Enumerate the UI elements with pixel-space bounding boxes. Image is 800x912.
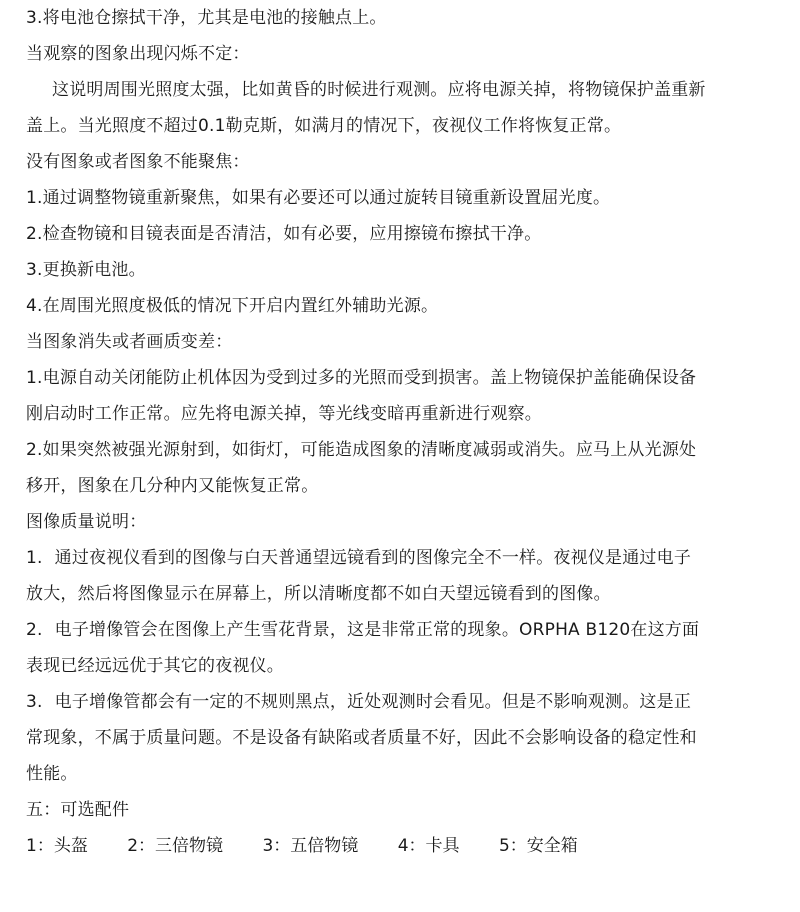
item-text: 电子增像管都会有一定的不规则黑点，近处观测时会看见。但是不影响观测。这是正 bbox=[54, 692, 692, 712]
numbered-line bbox=[26, 612, 792, 648]
options-list bbox=[26, 828, 792, 864]
section-heading-image-loss: 当图象消失或者画质变差： bbox=[26, 332, 233, 352]
item-text: 电子增像管会在图像上产生雪花背景，这是非常正常的现象。ORPHA B120在这方面 bbox=[54, 620, 700, 640]
text-line: 表现已经远远优于其它的夜视仪。 bbox=[26, 656, 284, 676]
text-line: 放大，然后将图像显示在屏幕上，所以清晰度都不如白天望远镜看到的图像。 bbox=[26, 584, 611, 604]
text-line: 1.电源自动关闭能防止机体因为受到过多的光照而受到损害。盖上物镜保护盖能确保设备 bbox=[26, 368, 697, 388]
option-5x-objective: 3：五倍物镜 bbox=[262, 836, 359, 856]
option-helmet: 1：头盔 bbox=[26, 836, 88, 856]
text-line: 刚启动时工作正常。应先将电源关掉，等光线变暗再重新进行观察。 bbox=[26, 404, 542, 424]
item-number: 3. bbox=[26, 692, 43, 712]
text-line: 性能。 bbox=[26, 764, 78, 784]
section-heading-flicker: 当观察的图象出现闪烁不定： bbox=[26, 44, 250, 64]
text-line: 盖上。当光照度不超过0.1勒克斯，如满月的情况下，夜视仪工作将恢复正常。 bbox=[26, 116, 622, 136]
section-heading-options: 五：可选配件 bbox=[26, 800, 130, 820]
text-line: 3.更换新电池。 bbox=[26, 260, 146, 280]
numbered-line bbox=[26, 684, 792, 720]
option-3x-objective: 2：三倍物镜 bbox=[127, 836, 224, 856]
option-clamp: 4：卡具 bbox=[397, 836, 460, 856]
text-line: 常现象，不属于质量问题。不是设备有缺陷或者质量不好，因此不会影响设备的稳定性和 bbox=[26, 728, 697, 748]
text-line: 移开，图象在几分种内又能恢复正常。 bbox=[26, 476, 319, 496]
item-text: 通过夜视仪看到的图像与白天普通望远镜看到的图像完全不一样。夜视仪是通过电子 bbox=[54, 548, 692, 568]
item-number: 2. bbox=[26, 620, 43, 640]
section-heading-no-focus: 没有图象或者图象不能聚焦： bbox=[26, 152, 250, 172]
text-line: 2.检查物镜和目镜表面是否清洁，如有必要，应用擦镜布擦拭干净。 bbox=[26, 224, 542, 244]
item-number: 1. bbox=[26, 548, 43, 568]
section-heading-image-quality: 图像质量说明： bbox=[26, 512, 147, 532]
text-line: 这说明周围光照度太强，比如黄昏的时候进行观测。应将电源关掉，将物镜保护盖重新 bbox=[52, 80, 706, 100]
text-line: 3.将电池仓擦拭干净，尤其是电池的接触点上。 bbox=[26, 8, 387, 28]
numbered-line bbox=[26, 540, 792, 576]
document-body bbox=[26, 0, 792, 864]
text-line: 2.如果突然被强光源射到，如街灯，可能造成图象的清晰度减弱或消失。应马上从光源处 bbox=[26, 440, 697, 460]
text-line: 1.通过调整物镜重新聚焦，如果有必要还可以通过旋转目镜重新设置屈光度。 bbox=[26, 188, 611, 208]
option-safety-case: 5：安全箱 bbox=[498, 836, 578, 856]
text-line: 4.在周围光照度极低的情况下开启内置红外辅助光源。 bbox=[26, 296, 439, 316]
